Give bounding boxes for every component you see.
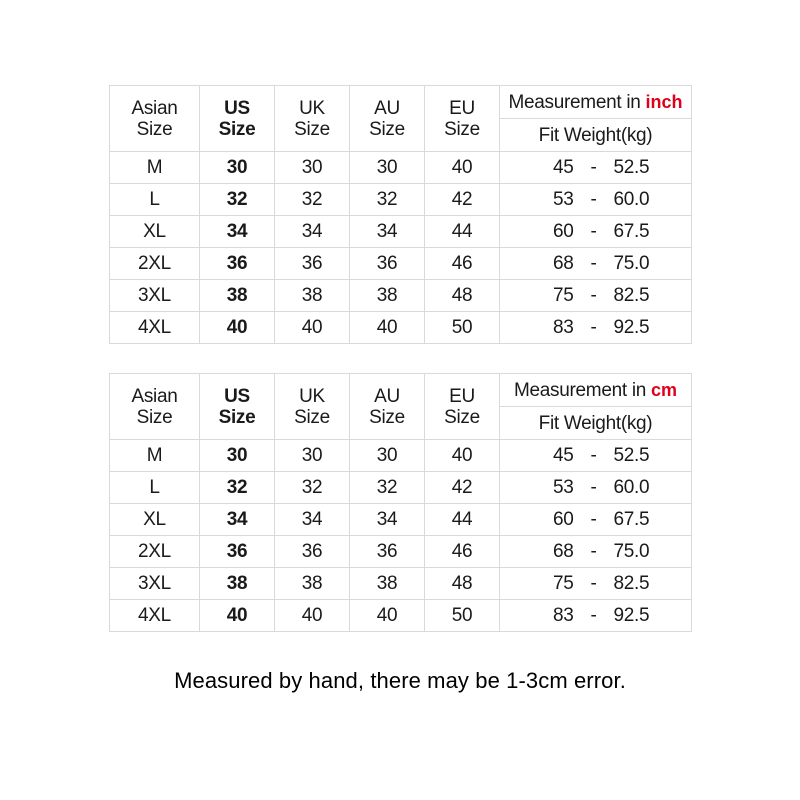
measurement-unit: inch: [645, 91, 683, 112]
weight-separator: -: [590, 285, 597, 306]
fit-weight-cell: [500, 280, 692, 312]
au-size-cell: 34: [350, 504, 425, 536]
weight-separator: -: [590, 605, 597, 626]
eu-size-cell: 48: [425, 280, 500, 312]
us-size-cell: 30: [200, 440, 275, 472]
weight-max: 75.0: [613, 253, 650, 274]
fit-weight-cell: [500, 504, 692, 536]
uk-size-cell: 38: [275, 280, 350, 312]
header-asian-size: [110, 374, 200, 440]
header-au-size: [350, 86, 425, 152]
eu-size-cell: 46: [425, 536, 500, 568]
header-us-size: [200, 374, 275, 440]
table-row: [110, 504, 692, 536]
asian-size-cell: 4XL: [110, 600, 200, 632]
table-row: [110, 568, 692, 600]
au-size-cell: 40: [350, 600, 425, 632]
weight-min: 83: [552, 317, 574, 338]
table-row: [110, 600, 692, 632]
eu-size-cell: 50: [425, 312, 500, 344]
header-asian-size-line1: Asian: [131, 385, 178, 407]
au-size-cell: 30: [350, 152, 425, 184]
header-asian-size-line2: Size: [136, 118, 173, 140]
weight-separator: -: [590, 509, 597, 530]
au-size-cell: 38: [350, 280, 425, 312]
table-row: [110, 440, 692, 472]
measurement-label: Measurement in: [513, 379, 647, 401]
fit-weight-cell: [500, 312, 692, 344]
fit-weight-cell: [500, 536, 692, 568]
weight-min: 53: [552, 189, 574, 210]
fit-weight-cell: [500, 152, 692, 184]
uk-size-cell: 34: [275, 504, 350, 536]
weight-separator: -: [590, 189, 597, 210]
us-size-cell: 32: [200, 472, 275, 504]
asian-size-cell: XL: [110, 504, 200, 536]
us-size-cell: 38: [200, 568, 275, 600]
table-row: [110, 216, 692, 248]
us-size-cell: 36: [200, 536, 275, 568]
uk-size-cell: 40: [275, 600, 350, 632]
header-au-size-line2: Size: [369, 406, 405, 428]
table-row: [110, 248, 692, 280]
weight-min: 75: [552, 285, 574, 306]
header-au-size-line2: Size: [369, 118, 405, 140]
asian-size-cell: M: [110, 440, 200, 472]
fit-weight-cell: [500, 600, 692, 632]
header-eu-size-line2: Size: [444, 118, 480, 140]
eu-size-cell: 50: [425, 600, 500, 632]
header-uk-size-line1: UK: [299, 385, 325, 407]
header-eu-size: [425, 86, 500, 152]
header-uk-size: [275, 86, 350, 152]
weight-max: 92.5: [613, 605, 650, 626]
us-size-cell: 34: [200, 216, 275, 248]
header-asian-size-line2: Size: [136, 406, 173, 428]
fit-weight-cell: [500, 472, 692, 504]
weight-max: 75.0: [613, 541, 650, 562]
header-us-size-line1: US: [224, 385, 250, 407]
weight-max: 52.5: [613, 445, 650, 466]
weight-min: 45: [552, 445, 574, 466]
measurement-unit: cm: [651, 379, 678, 400]
table-row: [110, 536, 692, 568]
weight-min: 60: [552, 509, 574, 530]
uk-size-cell: 38: [275, 568, 350, 600]
weight-min: 75: [552, 573, 574, 594]
size-table-cm: [109, 373, 692, 632]
asian-size-cell: L: [110, 472, 200, 504]
uk-size-cell: 40: [275, 312, 350, 344]
eu-size-cell: 46: [425, 248, 500, 280]
weight-max: 60.0: [613, 189, 650, 210]
us-size-cell: 30: [200, 152, 275, 184]
fit-weight-cell: [500, 248, 692, 280]
asian-size-cell: 2XL: [110, 536, 200, 568]
header-au-size-line1: AU: [374, 97, 400, 119]
eu-size-cell: 40: [425, 152, 500, 184]
weight-separator: -: [590, 157, 597, 178]
weight-min: 68: [552, 253, 574, 274]
weight-separator: -: [590, 573, 597, 594]
header-eu-size-line1: EU: [449, 97, 475, 119]
table-row: [110, 472, 692, 504]
asian-size-cell: 2XL: [110, 248, 200, 280]
table-row: [110, 280, 692, 312]
weight-min: 68: [552, 541, 574, 562]
header-measurement: [500, 374, 692, 407]
weight-separator: -: [590, 477, 597, 498]
uk-size-cell: 30: [275, 440, 350, 472]
uk-size-cell: 36: [275, 536, 350, 568]
measurement-label: Measurement in: [508, 91, 641, 113]
au-size-cell: 34: [350, 216, 425, 248]
au-size-cell: 32: [350, 184, 425, 216]
header-row: [110, 374, 692, 407]
asian-size-cell: M: [110, 152, 200, 184]
asian-size-cell: 3XL: [110, 280, 200, 312]
us-size-cell: 40: [200, 600, 275, 632]
fit-weight-cell: [500, 216, 692, 248]
header-eu-size-line1: EU: [449, 385, 475, 407]
au-size-cell: 32: [350, 472, 425, 504]
uk-size-cell: 30: [275, 152, 350, 184]
header-asian-size-line1: Asian: [131, 97, 178, 119]
weight-max: 60.0: [613, 477, 650, 498]
au-size-cell: 30: [350, 440, 425, 472]
fit-weight-cell: [500, 568, 692, 600]
weight-min: 53: [552, 477, 574, 498]
header-eu-size-line2: Size: [444, 406, 480, 428]
size-table-inch: [109, 85, 692, 344]
header-fit-weight: Fit Weight(kg): [500, 407, 692, 440]
asian-size-cell: L: [110, 184, 200, 216]
weight-separator: -: [590, 541, 597, 562]
asian-size-cell: XL: [110, 216, 200, 248]
uk-size-cell: 34: [275, 216, 350, 248]
fit-weight-cell: [500, 184, 692, 216]
eu-size-cell: 42: [425, 184, 500, 216]
weight-max: 52.5: [613, 157, 650, 178]
eu-size-cell: 48: [425, 568, 500, 600]
header-fit-weight: Fit Weight(kg): [500, 119, 692, 152]
weight-max: 82.5: [613, 573, 650, 594]
eu-size-cell: 42: [425, 472, 500, 504]
table-row: [110, 312, 692, 344]
header-us-size-line1: US: [224, 97, 250, 119]
measurement-footnote: Measured by hand, there may be 1-3cm error.: [174, 668, 626, 693]
eu-size-cell: 44: [425, 216, 500, 248]
weight-max: 67.5: [613, 221, 650, 242]
us-size-cell: 32: [200, 184, 275, 216]
weight-max: 82.5: [613, 285, 650, 306]
header-uk-size: [275, 374, 350, 440]
table-row: [110, 152, 692, 184]
weight-min: 60: [552, 221, 574, 242]
eu-size-cell: 40: [425, 440, 500, 472]
weight-separator: -: [590, 445, 597, 466]
au-size-cell: 38: [350, 568, 425, 600]
au-size-cell: 36: [350, 248, 425, 280]
au-size-cell: 40: [350, 312, 425, 344]
table-row: [110, 184, 692, 216]
eu-size-cell: 44: [425, 504, 500, 536]
weight-max: 92.5: [613, 317, 650, 338]
header-uk-size-line1: UK: [299, 97, 325, 119]
header-uk-size-line2: Size: [294, 118, 330, 140]
us-size-cell: 36: [200, 248, 275, 280]
uk-size-cell: 36: [275, 248, 350, 280]
header-us-size-line2: Size: [218, 406, 256, 428]
header-au-size-line1: AU: [374, 385, 400, 407]
weight-max: 67.5: [613, 509, 650, 530]
us-size-cell: 34: [200, 504, 275, 536]
asian-size-cell: 3XL: [110, 568, 200, 600]
au-size-cell: 36: [350, 536, 425, 568]
header-us-size: [200, 86, 275, 152]
header-au-size: [350, 374, 425, 440]
uk-size-cell: 32: [275, 472, 350, 504]
header-row: [110, 86, 692, 119]
header-measurement: [500, 86, 692, 119]
uk-size-cell: 32: [275, 184, 350, 216]
header-uk-size-line2: Size: [294, 406, 330, 428]
weight-min: 45: [552, 157, 574, 178]
header-asian-size: [110, 86, 200, 152]
weight-separator: -: [590, 221, 597, 242]
fit-weight-cell: [500, 440, 692, 472]
weight-separator: -: [590, 317, 597, 338]
us-size-cell: 38: [200, 280, 275, 312]
us-size-cell: 40: [200, 312, 275, 344]
asian-size-cell: 4XL: [110, 312, 200, 344]
weight-separator: -: [590, 253, 597, 274]
header-us-size-line2: Size: [218, 118, 256, 140]
header-eu-size: [425, 374, 500, 440]
weight-min: 83: [552, 605, 574, 626]
